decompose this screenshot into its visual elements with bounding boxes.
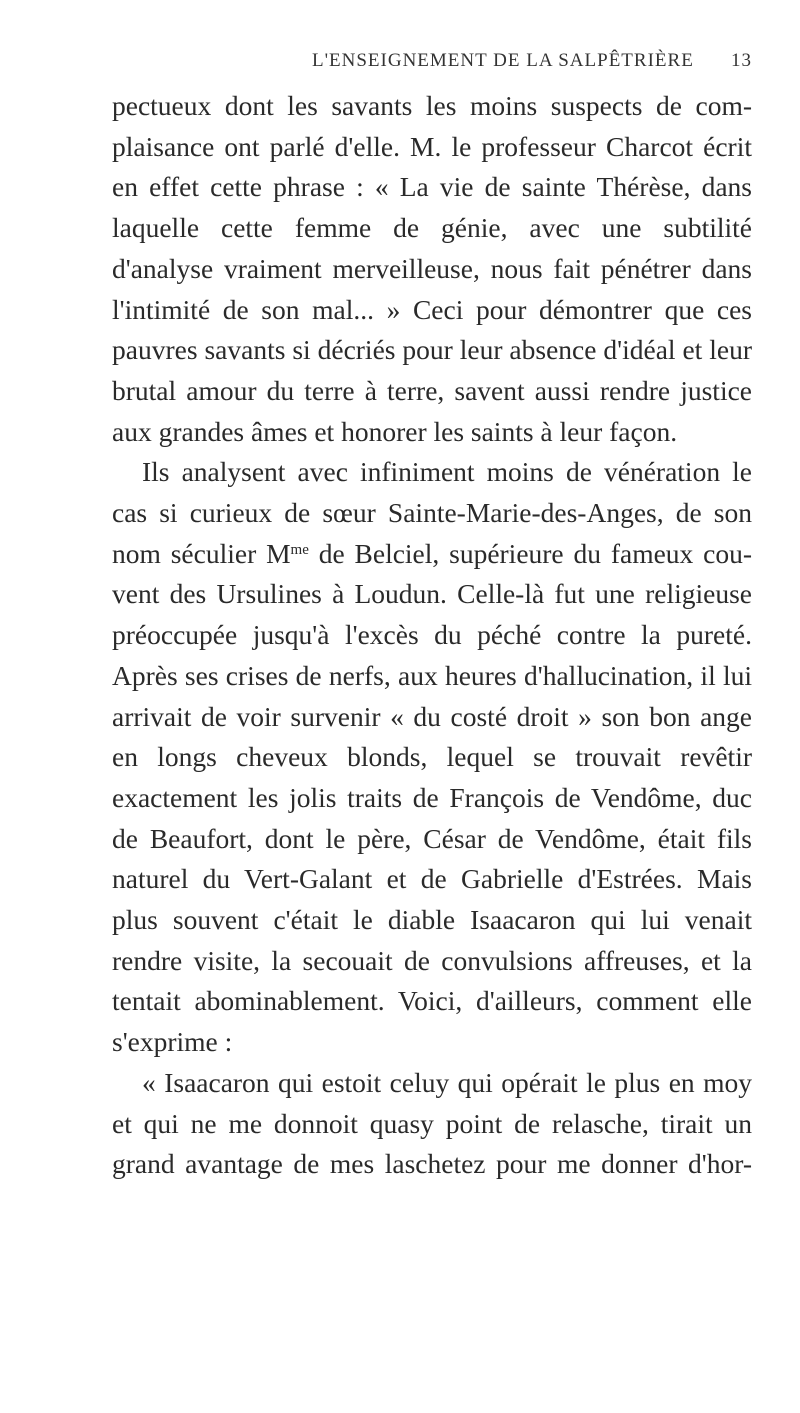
running-header — [112, 50, 752, 76]
body-text — [112, 86, 752, 1185]
paragraph-continued: pectueux dont les savants les moins suspects de com- plaisance ont parlé d'elle. M. le professeur Charcot écrit en effet cette phrase : « La vie de sainte Thérèse, dans laquelle cette femme de génie, avec une subtilité d'analyse vraiment merveilleuse, nous fait pénétrer dans l'intimité de son mal... » Ceci pour démontrer que ces pauvres savants si décriés pour leur absence d'idéal et leur brutal amour du terre à terre, savent aussi rendre justice aux grandes âmes et honorer les saints à leur façon. — [112, 90, 752, 447]
paragraph-ursulines — [112, 452, 752, 1063]
page-number: 13 — [731, 50, 752, 71]
superscript-abbrev: me — [290, 541, 309, 558]
running-title: L'ENSEIGNEMENT DE LA SALPÊTRIÈRE — [312, 50, 694, 71]
paragraph-text-part: Ils analysent avec infiniment moins de vénération le cas si curieux de sœur Sainte-Marie-des-Anges, de son nom séculier M — [112, 456, 752, 569]
paragraph-quotation: « Isaacaron qui estoit celuy qui opérait le plus en moy et qui ne me donnoit quasy point de relasche, tirait un grand avantage de mes laschetez pour me donner d'hor- — [112, 1066, 752, 1180]
paragraph-text-part: de Belciel, supérieure du fameux cou- vent des Ursulines à Loudun. Celle-là fut une religieuse préoccupée jusqu'à l'excès du péché contre la pureté. Après ses crises de nerfs, aux heures d'hallucination, il lui arrivait de voir survenir « du costé droit » son bon ange en longs cheveux blonds, lequel se trouvait revêtir exactement les jolis traits de François de Vendôme, duc de Beaufort, dont le père, César de Vendôme, était fils naturel du Vert-Galant et de Gabrielle d'Estrées. Mais plus souvent c'était le diable Isaacaron qui lui venait rendre visite, la secouait de convulsions affreuses, et la tentait abominablement. Voici, d'ailleurs, comment elle s'exprime : — [112, 537, 752, 1058]
